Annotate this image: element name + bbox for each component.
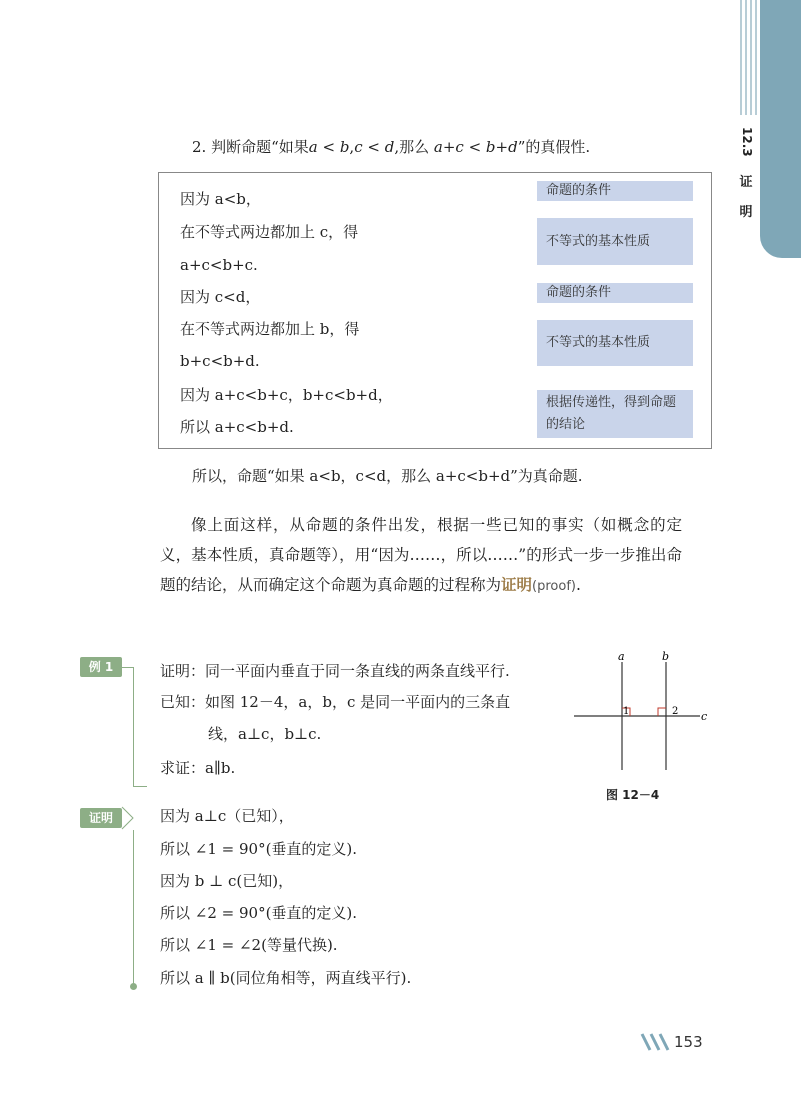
label-b: b (662, 650, 670, 663)
proof-tag: 证明 (80, 808, 122, 828)
proof-line: 所以 ∠1 = ∠2(等量代换). (160, 936, 338, 954)
definition-paragraph (160, 510, 682, 602)
definition-text: 像上面这样，从命题的条件出发，根据一些已知的事实（如概念的定义，基本性质，真命题等），用“因为……，所以……”的形式一步一步推出命题的结论，从而确定这个命题为真命题的过程称为 (160, 516, 682, 594)
page-number: 153 (674, 1033, 703, 1051)
proof-line: 所以 a ∥ b(同位角相等，两直线平行). (160, 969, 412, 987)
box-line: b+c<b+d. (180, 352, 260, 370)
box-line: 因为 a+c<b+c，b+c<b+d， (180, 386, 393, 404)
figure-caption: 图 12－4 (606, 788, 660, 802)
example-tag: 例 1 (80, 657, 122, 677)
proof-tag-arrow (121, 806, 135, 830)
example-bracket-end (133, 786, 147, 787)
box-line: 因为 c<d， (180, 288, 261, 306)
example-line: 线，a⊥c，b⊥c. (208, 725, 322, 743)
annotation-note: 根据传递性，得到命题的结论 (537, 390, 693, 438)
box-line: 在不等式两边都加上 c，得 (180, 223, 359, 241)
proof-line: 因为 a⊥c（已知）， (160, 807, 294, 825)
box-line: 在不等式两边都加上 b，得 (180, 320, 360, 338)
definition-end: . (575, 576, 581, 594)
section-label (738, 124, 754, 222)
example-line: 已知：如图 12－4，a，b，c 是同一平面内的三条直 (160, 693, 511, 711)
label-angle-2: 2 (672, 706, 679, 717)
proof-line: 所以 ∠1 = 90°(垂直的定义). (160, 840, 358, 858)
side-stripe (740, 0, 742, 115)
side-stripe (750, 0, 752, 115)
page-number-stripes-icon (640, 1032, 672, 1052)
section-title-1: 证 (739, 175, 753, 190)
box-line: a+c<b+c. (180, 256, 258, 274)
chapter-side-tab (760, 0, 801, 258)
problem-statement: 2. 判断命题“如果a < b,c < d,那么 a+c < b+d”的真假性. (192, 138, 591, 156)
box-line: 所以 a+c<b+d. (180, 418, 294, 436)
conclusion-text: 所以，命题“如果 a<b，c<d，那么 a+c<b+d”为真命题. (192, 467, 583, 485)
example-bracket-line (133, 667, 134, 787)
proof-bracket-line (133, 830, 134, 986)
term-proof-english: (proof) (532, 579, 576, 594)
example-line: 求证：a∥b. (160, 759, 236, 777)
annotation-note: 不等式的基本性质 (537, 320, 693, 366)
label-a: a (618, 650, 625, 663)
section-number: 12.3 (740, 127, 754, 157)
side-stripe (755, 0, 757, 115)
annotation-note: 命题的条件 (537, 283, 693, 303)
problem-rest: ”的真假性. (517, 138, 591, 156)
proof-line: 因为 b ⊥ c(已知)， (160, 872, 294, 890)
term-proof: 证明 (501, 576, 533, 594)
label-angle-1: 1 (623, 706, 630, 717)
section-title-2: 明 (739, 205, 753, 220)
figure-12-4 (570, 648, 710, 798)
proof-end-dot (130, 983, 137, 990)
right-angle-mark-2 (658, 708, 666, 716)
side-stripe (745, 0, 747, 115)
annotation-note: 不等式的基本性质 (537, 218, 693, 265)
example-line: 证明：同一平面内垂直于同一条直线的两条直线平行. (160, 662, 510, 680)
proof-line: 所以 ∠2 = 90°(垂直的定义). (160, 904, 358, 922)
annotation-note: 命题的条件 (537, 181, 693, 201)
box-line: 因为 a<b， (180, 190, 261, 208)
problem-label: 2. 判断命题“如果 (192, 138, 309, 156)
label-c: c (701, 710, 708, 723)
